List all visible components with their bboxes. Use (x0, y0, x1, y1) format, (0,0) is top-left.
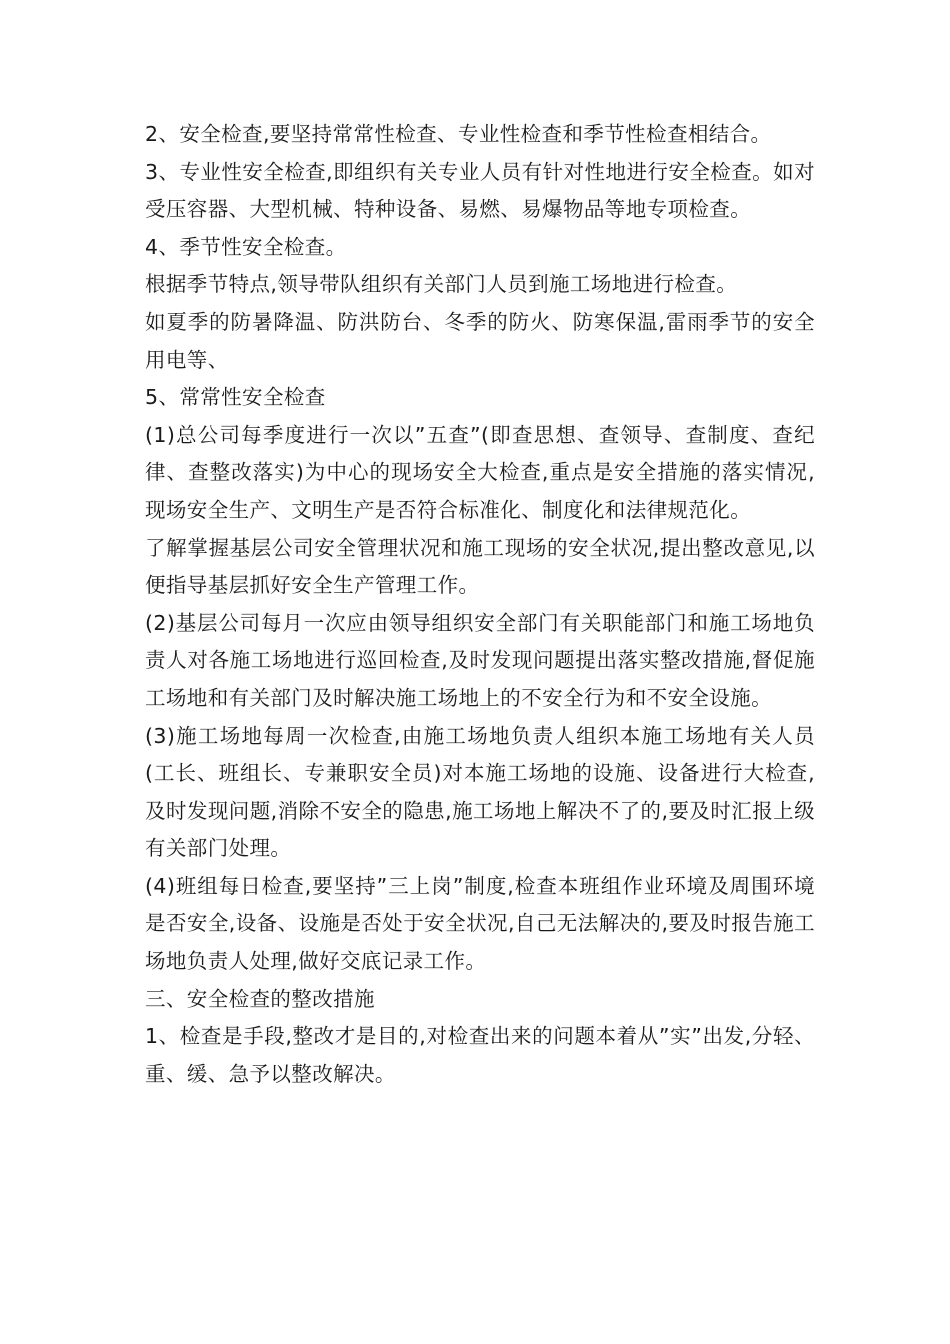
document-body (145, 116, 815, 1093)
paragraph-understand-base-status: 了解掌握基层公司安全管理状况和施工现场的安全状况,提出整改意见,以便指导基层抓好安全生产管理工作。 (145, 535, 815, 598)
paragraph-rectification-item-1: 1、检查是手段,整改才是目的,对检查出来的问题本着从”实”出发,分轻、重、缓、急予以整改解决。 (145, 1024, 815, 1086)
paragraph-subitem-2-base-monthly: (2)基层公司每月一次应由领导组织安全部门有关职能部门和施工场地负责人对各施工场地进行巡回检查,及时发现问题提出落实整改措施,督促施工场地和有关部门及时解决施工场地上的不安全行为和不安全设施。 (145, 610, 815, 710)
paragraph-item-5-regular-inspection: 5、常常性安全检查 (145, 385, 326, 410)
paragraph-seasonal-examples: 如夏季的防暑降温、防洪防台、冬季的防火、防寒保温,雷雨季节的安全用电等、 (145, 309, 815, 372)
paragraph-item-4-seasonal-inspection: 4、季节性安全检查。 (145, 234, 347, 259)
section-heading-rectification-measures: 三、安全检查的整改措施 (145, 986, 375, 1011)
paragraph-subitem-1-company-quarterly: (1)总公司每季度进行一次以”五查”(即查思想、查领导、查制度、查纪律、查整改落实)为中心的现场安全大检查,重点是安全措施的落实情况,现场安全生产、文明生产是否符合标准化、制度化和法律规范化。 (145, 422, 815, 522)
paragraph-subitem-4-team-daily: (4)班组每日检查,要坚持”三上岗”制度,检查本班组作业环境及周围环境是否安全,设备、设施是否处于安全状况,自己无法解决的,要及时报告施工场地负责人处理,做好交底记录工作。 (145, 873, 815, 974)
paragraph-item-3-professional-inspection: 3、专业性安全检查,即组织有关专业人员有针对性地进行安全检查。如对受压容器、大型机械、特种设备、易燃、易爆物品等地专项检查。 (145, 159, 815, 222)
paragraph-item-2-combined-inspection: 2、安全检查,要坚持常常性检查、专业性检查和季节性检查相结合。 (145, 122, 772, 146)
paragraph-seasonal-characteristics: 根据季节特点,领导带队组织有关部门人员到施工场地进行检查。 (145, 272, 738, 297)
paragraph-subitem-3-site-weekly: (3)施工场地每周一次检查,由施工场地负责人组织本施工场地有关人员(工长、班组长、专兼职安全员)对本施工场地的设施、设备进行大检查,及时发现问题,消除不安全的隐患,施工场地上解决不了的,要及时汇报上级有关部门处理。 (145, 723, 815, 861)
